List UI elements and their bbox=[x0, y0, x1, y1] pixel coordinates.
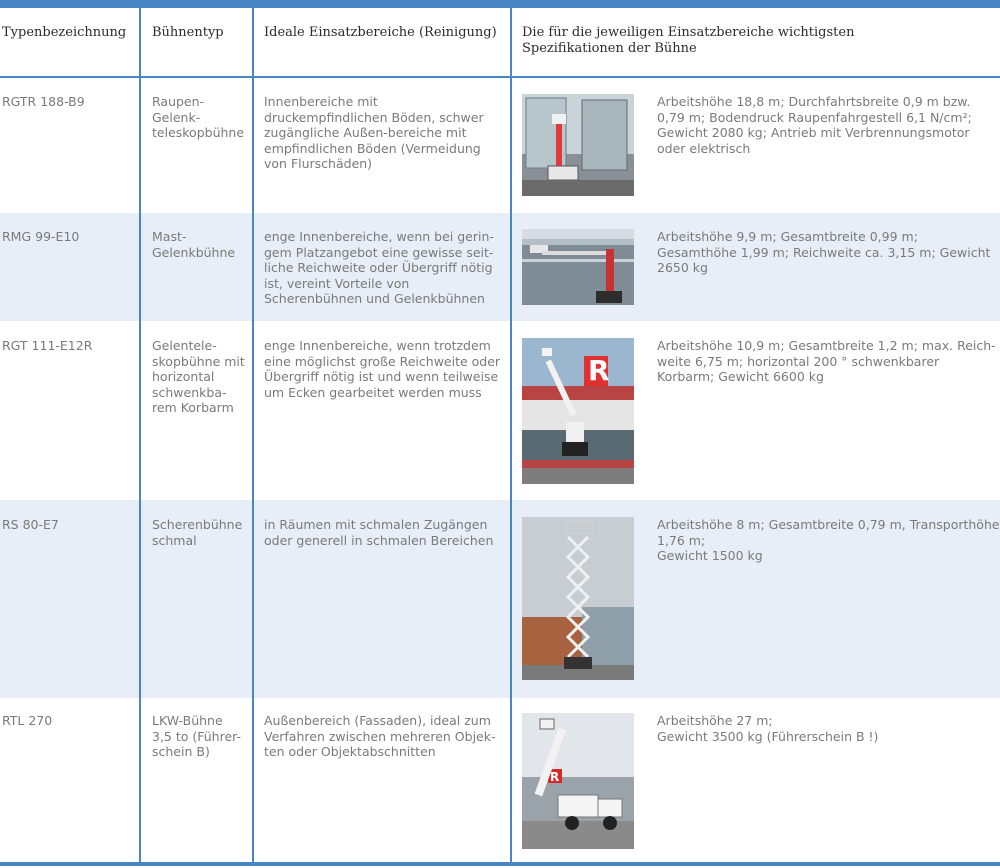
column-divider bbox=[252, 8, 254, 862]
row-use: Innenbereiche mit druckempfindlichen Böden, schwer zugängliche Außen-bereiche mit empfindlichen Böden (Vermeidung von Flurschäden) bbox=[264, 94, 484, 171]
row-use: Außenbereich (Fassaden), ideal zum Verfahren zwischen mehreren Objek-ten oder Objektabschnitten bbox=[264, 713, 496, 759]
row-specs: Arbeitshöhe 8 m; Gesamtbreite 0,79 m, Transporthöhe 1,76 m; Gewicht 1500 kg bbox=[657, 517, 1000, 563]
row-use: enge Innenbereiche, wenn bei gerin-gem Platzangebot eine gewisse seit-liche Reichweite oder Übergriff nötig ist, vereint Vorteile von Scherenbühnen und Gelenkbühnen bbox=[264, 229, 494, 306]
row-specs: Arbeitshöhe 10,9 m; Gesamtbreite 1,2 m; max. Reich-weite 6,75 m; horizontal 200 ° schwenkbarer Korbarm; Gewicht 6600 kg bbox=[657, 338, 996, 384]
crawler-lift-photo bbox=[522, 94, 634, 196]
row-specs: Arbeitshöhe 27 m; Gewicht 3500 kg (Führerschein B !) bbox=[657, 713, 879, 744]
row-stage: Raupen-Gelenk-teleskopbühne bbox=[152, 94, 245, 140]
mast-lift-photo bbox=[522, 229, 634, 305]
header-stage: Bühnentyp bbox=[152, 25, 224, 40]
telescopic-lift-photo bbox=[522, 338, 634, 484]
row-stage: Gelentele-skopbühne mit horizontal schwenkba-rem Korbarm bbox=[152, 338, 245, 415]
row-use: enge Innenbereiche, wenn trotzdem eine möglichst große Reichweite oder Übergriff nötig ist und wenn teilweise um Ecken gearbeitet werden muss bbox=[264, 338, 501, 400]
row-specs: Arbeitshöhe 9,9 m; Gesamtbreite 0,99 m; Gesamthöhe 1,99 m; Reichweite ca. 3,15 m; Gewicht 2650 kg bbox=[657, 229, 991, 275]
row-type: RS 80-E7 bbox=[2, 517, 59, 532]
row-use: in Räumen mit schmalen Zugängen oder generell in schmalen Bereichen bbox=[264, 517, 494, 548]
brand-logo: R bbox=[588, 354, 610, 387]
bottom-accent-bar bbox=[0, 862, 1000, 866]
row-type: RGTR 188-B9 bbox=[2, 94, 85, 109]
row-stage: Mast-Gelenkbühne bbox=[152, 229, 236, 260]
row-stage: Scherenbühne schmal bbox=[152, 517, 243, 548]
row-type: RMG 99-E10 bbox=[2, 229, 80, 244]
row-type: RTL 270 bbox=[2, 713, 53, 728]
truck-lift-photo bbox=[522, 713, 634, 849]
scissor-lift-photo bbox=[522, 517, 634, 680]
header-use: Ideale Einsatzbereiche (Reinigung) bbox=[264, 25, 497, 40]
row-specs: Arbeitshöhe 18,8 m; Durchfahrtsbreite 0,9 m bzw. 0,79 m; Bodendruck Raupenfahrgestell 6,1 N/cm²; Gewicht 2080 kg; Antrieb mit Verbrennungsmotor oder elektrisch bbox=[657, 94, 972, 156]
column-divider bbox=[510, 8, 512, 862]
header-specs: Die für die jeweiligen Einsatzbereiche wichtigsten Spezifikationen der Bühne bbox=[522, 25, 855, 56]
top-accent-bar bbox=[0, 0, 1000, 8]
column-divider bbox=[139, 8, 141, 862]
header-divider bbox=[0, 76, 1000, 78]
brand-logo: R bbox=[550, 770, 560, 784]
row-stage: LKW-Bühne 3,5 to (Führer-schein B) bbox=[152, 713, 242, 759]
header-type: Typenbezeichnung bbox=[2, 25, 127, 40]
row-type: RGT 111-E12R bbox=[2, 338, 93, 353]
